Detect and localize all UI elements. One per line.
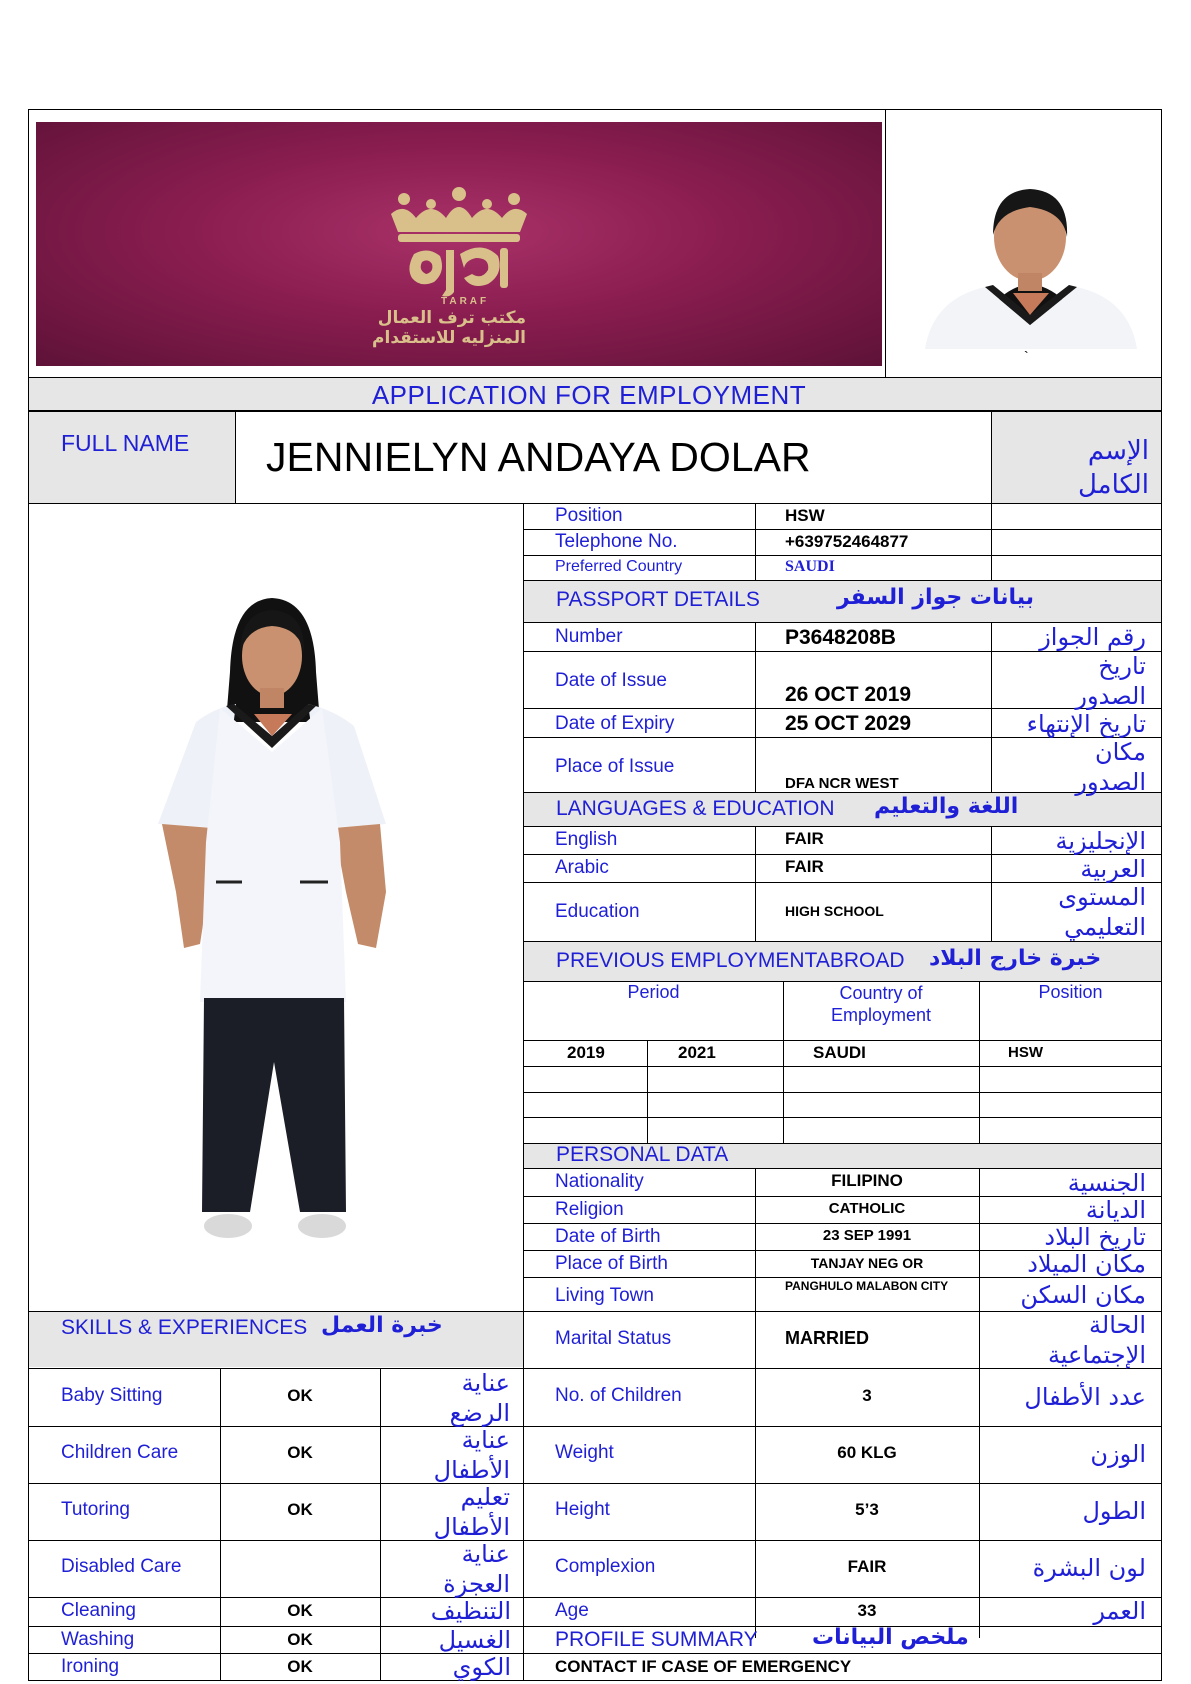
grid-line xyxy=(755,504,756,580)
weight-label: Weight xyxy=(555,1442,614,1463)
marital-arabic: الحالة الإجتماعية xyxy=(1047,1311,1146,1369)
preferred-country-label: Preferred Country xyxy=(555,558,683,575)
grid-line xyxy=(783,981,784,1143)
grid-line xyxy=(523,1196,1162,1197)
passport-number-arabic: رقم الجواز xyxy=(1039,623,1146,651)
skill-washing-label: Washing xyxy=(61,1629,135,1650)
skill-baby-sitting-arabic: عناية الرضع xyxy=(449,1369,510,1427)
skill-cleaning-value: OK xyxy=(287,1601,313,1620)
photo-caption: ` xyxy=(1024,348,1029,364)
skill-washing-value: OK xyxy=(287,1630,313,1649)
issue-date-label: Date of Issue xyxy=(555,670,667,691)
complexion-value: FAIR xyxy=(847,1557,887,1576)
passport-number-label: Number xyxy=(555,626,623,647)
english-value: FAIR xyxy=(785,829,824,848)
grid-line xyxy=(755,826,756,941)
full-name-value: JENNIELYN ANDAYA DOLAR xyxy=(266,434,811,480)
skill-washing-arabic: الغسيل xyxy=(438,1626,511,1654)
arabic-arabic: العربية xyxy=(1080,855,1146,883)
issue-date-value: 26 OCT 2019 xyxy=(785,683,912,706)
form-title: APPLICATION FOR EMPLOYMENT xyxy=(371,380,807,410)
weight-value: 60 KLG xyxy=(837,1443,897,1462)
skill-tutoring-arabic: تعليم الأطفال xyxy=(433,1483,510,1541)
grid-line xyxy=(979,981,980,1143)
profile-summary-label: PROFILE SUMMARY xyxy=(555,1628,758,1651)
grid-line xyxy=(991,622,992,792)
prev-to: 2021 xyxy=(678,1043,716,1062)
education-value: HIGH SCHOOL xyxy=(785,903,884,919)
religion-label: Religion xyxy=(555,1199,624,1220)
place-of-issue-value: DFA NCR WEST xyxy=(785,775,899,792)
skill-baby-sitting-value: OK xyxy=(287,1386,313,1405)
personal-data-header xyxy=(524,1144,1161,1168)
logo-arabic-line2: المنزليه للاستقدام xyxy=(372,328,526,348)
arabic-label: Arabic xyxy=(555,857,609,878)
skill-baby-sitting-label: Baby Sitting xyxy=(61,1385,163,1406)
languages-header xyxy=(524,793,1161,826)
complexion-label: Complexion xyxy=(555,1556,656,1577)
education-label: Education xyxy=(555,901,640,922)
skill-children-care-label: Children Care xyxy=(61,1442,179,1463)
dob-label: Date of Birth xyxy=(555,1226,661,1247)
position-value: HSW xyxy=(785,506,825,525)
skills-header-arabic: خبرة العمل xyxy=(321,1313,443,1338)
arabic-value: FAIR xyxy=(785,857,824,876)
living-town-value: PANGHULO MALABON CITY xyxy=(785,1279,949,1293)
passport-header xyxy=(524,581,1161,622)
previous-employment-header xyxy=(524,942,1161,981)
languages-header-arabic: اللغة والتعليم xyxy=(874,794,1019,819)
full-name-arabic-cell xyxy=(991,411,1162,504)
weight-arabic: الوزن xyxy=(1090,1440,1146,1468)
col-period: Period xyxy=(627,982,680,1002)
height-label: Height xyxy=(555,1499,610,1520)
full-name-value-cell xyxy=(235,411,992,504)
skill-tutoring-label: Tutoring xyxy=(61,1499,130,1520)
children-arabic: عدد الأطفال xyxy=(1024,1383,1146,1411)
grid-line xyxy=(755,622,756,792)
applicant-full-body-photo xyxy=(150,592,410,1257)
form-title-bar xyxy=(28,377,1162,411)
passport-header-arabic: بيانات جواز السفر xyxy=(837,585,1035,610)
personal-header-label: PERSONAL DATA xyxy=(556,1143,729,1166)
dob-value: 23 SEP 1991 xyxy=(822,1227,912,1244)
passport-number-value: P3648208B xyxy=(785,626,896,649)
nationality-label: Nationality xyxy=(555,1171,644,1192)
skill-cleaning-arabic: التنظيف xyxy=(430,1597,511,1625)
previous-header-label: PREVIOUS EMPLOYMENTABROAD xyxy=(556,949,905,972)
logo-latin: TARAF xyxy=(441,296,490,307)
height-value: 5’3 xyxy=(855,1500,879,1519)
grid-line xyxy=(523,1168,1162,1169)
skill-ironing-label: Ironing xyxy=(61,1656,120,1677)
grid-line xyxy=(380,1368,381,1681)
prev-country: SAUDI xyxy=(813,1043,866,1062)
full-name-arabic: الإسم الكامل xyxy=(1077,436,1149,500)
grid-line xyxy=(523,1117,1162,1118)
religion-arabic: الديانة xyxy=(1085,1196,1146,1224)
complexion-arabic: لون البشرة xyxy=(1032,1554,1146,1582)
living-town-arabic: مكان السكن xyxy=(1020,1281,1146,1309)
telephone-label: Telephone No. xyxy=(555,531,678,552)
grid-line xyxy=(991,504,992,580)
living-town-label: Living Town xyxy=(555,1285,654,1306)
place-of-issue-arabic: مكان الصدور xyxy=(1075,738,1146,796)
issue-date-arabic: تاريخ الصدور xyxy=(1075,652,1146,710)
expiry-date-value: 25 OCT 2029 xyxy=(785,712,912,735)
skill-ironing-arabic: الكوي xyxy=(452,1653,511,1681)
english-label: English xyxy=(555,829,618,850)
nationality-value: FILIPINO xyxy=(831,1171,903,1190)
skill-disabled-care-arabic: عناية العجزة xyxy=(443,1540,510,1598)
grid-line xyxy=(523,1040,1162,1041)
skill-tutoring-value: OK xyxy=(287,1500,313,1519)
telephone-value: +639752464877 xyxy=(785,532,909,551)
position-label: Position xyxy=(555,505,623,526)
applicant-headshot xyxy=(915,175,1147,349)
full-name-label: FULL NAME xyxy=(61,430,190,456)
dob-arabic: تاريخ البلاد xyxy=(1044,1223,1146,1251)
grid-line xyxy=(523,1092,1162,1093)
full-name-label-cell xyxy=(28,411,236,504)
skill-cleaning-label: Cleaning xyxy=(61,1600,136,1621)
skill-children-care-arabic: عناية الأطفال xyxy=(433,1426,510,1484)
emergency-contact-label: CONTACT IF CASE OF EMERGENCY xyxy=(555,1657,852,1676)
banner-divider xyxy=(885,109,886,377)
marital-label: Marital Status xyxy=(555,1328,672,1349)
grid-line xyxy=(523,1483,1162,1484)
age-label: Age xyxy=(555,1600,589,1621)
pob-value: TANJAY NEG OR xyxy=(810,1255,924,1271)
grid-line xyxy=(979,1168,980,1638)
grid-line xyxy=(523,1066,1162,1067)
grid-line xyxy=(991,826,992,941)
age-value: 33 xyxy=(857,1601,877,1620)
grid-line xyxy=(523,1653,1162,1654)
passport-header-label: PASSPORT DETAILS xyxy=(556,588,760,611)
children-value: 3 xyxy=(862,1386,872,1405)
skills-header-label: SKILLS & EXPERIENCES xyxy=(61,1316,308,1339)
skill-disabled-care-label: Disabled Care xyxy=(61,1556,182,1577)
nationality-arabic: الجنسية xyxy=(1067,1169,1146,1197)
logo-arabic-line1: مكتب ترف العمال xyxy=(377,308,526,328)
prev-from: 2019 xyxy=(567,1043,605,1062)
marital-value: MARRIED xyxy=(785,1328,869,1348)
skills-header xyxy=(29,1312,523,1367)
agency-banner xyxy=(36,122,882,366)
skill-children-care-value: OK xyxy=(287,1443,313,1462)
previous-header-arabic: خبرة خارج البلاد xyxy=(929,946,1102,971)
pob-label: Place of Birth xyxy=(555,1253,668,1274)
age-arabic: العمر xyxy=(1093,1597,1146,1625)
expiry-date-arabic: تاريخ الإنتهاء xyxy=(1026,710,1146,738)
grid-line xyxy=(523,529,1162,530)
col-country: Country of Employment xyxy=(830,983,932,1025)
prev-position: HSW xyxy=(1008,1044,1043,1061)
languages-header-label: LANGUAGES & EDUCATION xyxy=(556,797,835,820)
grid-line xyxy=(523,1540,1162,1541)
grid-line xyxy=(523,1426,1162,1427)
place-of-issue-label: Place of Issue xyxy=(555,756,675,777)
col-position: Position xyxy=(1038,982,1103,1002)
religion-value: CATHOLIC xyxy=(828,1200,906,1217)
profile-summary-arabic: ملخص البيانات xyxy=(812,1625,969,1650)
grid-line xyxy=(523,555,1162,556)
expiry-date-label: Date of Expiry xyxy=(555,713,675,734)
preferred-country-value: SAUDI xyxy=(785,558,835,575)
pob-arabic: مكان الميلاد xyxy=(1027,1250,1146,1278)
height-arabic: الطول xyxy=(1082,1497,1146,1525)
skill-ironing-value: OK xyxy=(287,1657,313,1676)
english-arabic: الإنجليزية xyxy=(1055,827,1146,855)
grid-line xyxy=(523,1597,1162,1598)
education-arabic: المستوى التعليمي xyxy=(1058,883,1146,941)
children-label: No. of Children xyxy=(555,1385,682,1406)
